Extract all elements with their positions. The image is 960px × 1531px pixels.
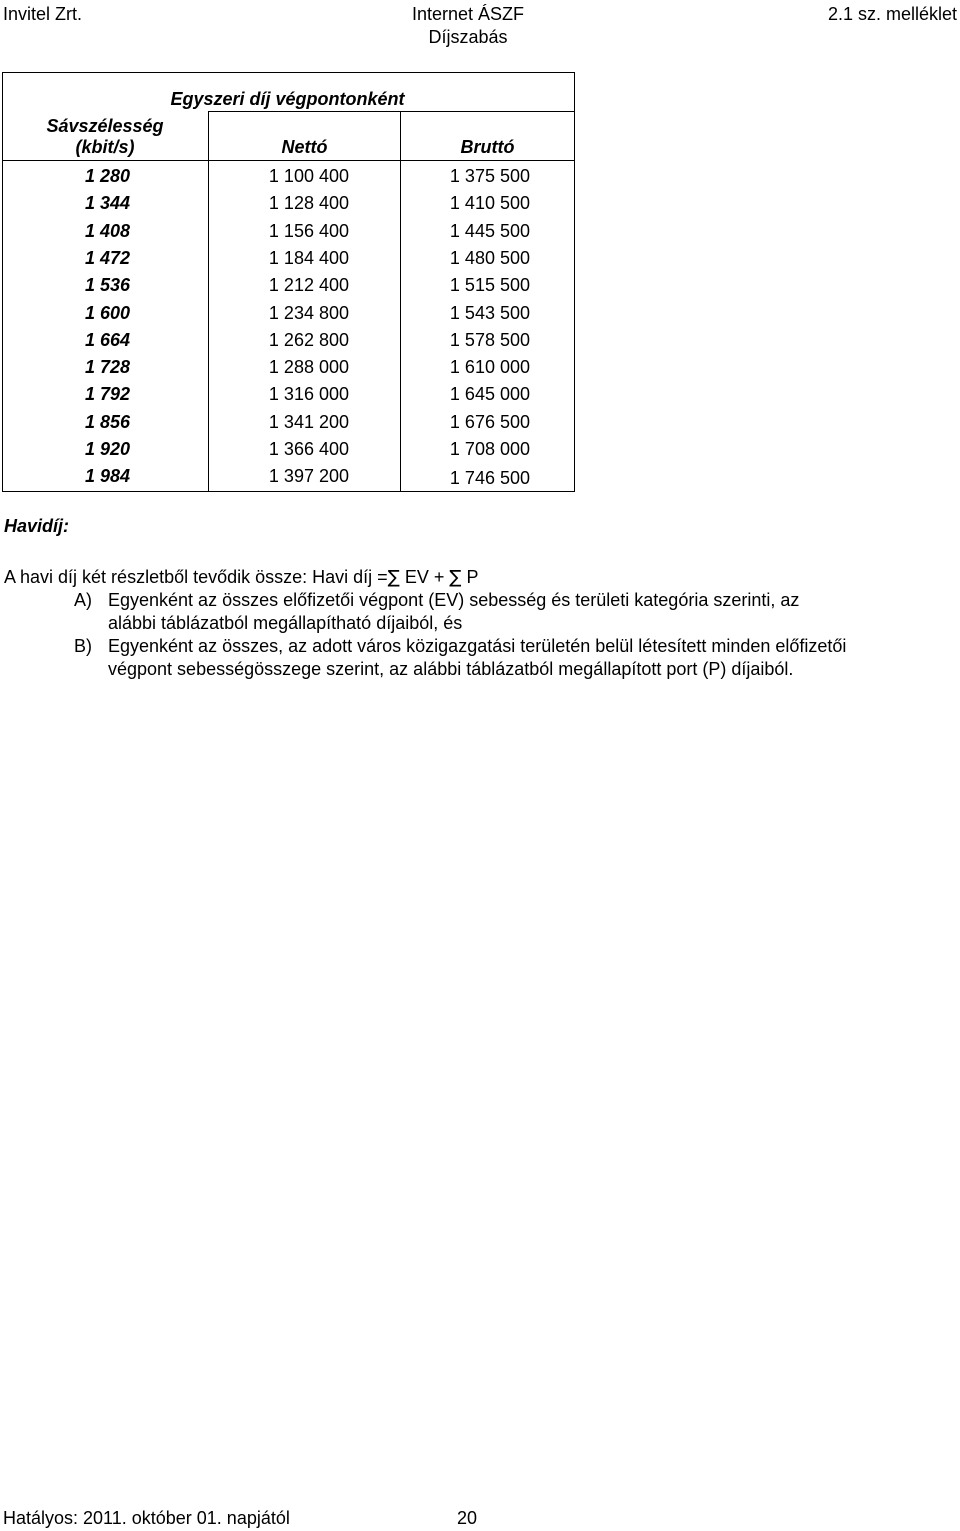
col-header-bandwidth: Sávszélesség [46, 116, 164, 136]
sum-symbol-p: ∑ [449, 567, 462, 588]
cell-netto: 1 262 800 [268, 330, 349, 350]
cell-brutto: 1 645 000 [449, 384, 530, 404]
cell-bandwidth: 1 728 [84, 357, 130, 377]
cell-netto: 1 212 400 [268, 275, 349, 295]
cell-bandwidth: 1 920 [84, 439, 130, 459]
cell-netto: 1 397 200 [268, 466, 349, 486]
table-border-top [2, 72, 575, 73]
header-subtitle: Díjszabás [428, 27, 508, 47]
cell-brutto: 1 515 500 [449, 275, 530, 295]
item-b-line2: végpont sebességösszege szerint, az alábbi táblázatból megállapított port (P) díjaiból. [108, 659, 794, 679]
cell-bandwidth: 1 984 [84, 466, 130, 486]
col-header-brutto: Bruttó [460, 137, 515, 157]
cell-bandwidth: 1 856 [84, 412, 130, 432]
cell-brutto: 1 480 500 [449, 248, 530, 268]
col-header-bandwidth-unit: (kbit/s) [75, 137, 135, 157]
cell-brutto: 1 746 500 [449, 468, 530, 488]
havidij-formula [4, 566, 479, 589]
cell-bandwidth: 1 472 [84, 248, 130, 268]
cell-bandwidth: 1 408 [84, 221, 130, 241]
item-b-line1: Egyenként az összes, az adott város közigazgatási területén belül létesített minden előfizetői [108, 636, 847, 656]
formula-intro: A havi díj két részletből tevődik össze: Havi díj = [4, 567, 388, 587]
cell-bandwidth: 1 344 [84, 193, 130, 213]
table-rule-header [2, 160, 575, 161]
cell-brutto: 1 708 000 [449, 439, 530, 459]
cell-brutto: 1 676 500 [449, 412, 530, 432]
cell-netto: 1 234 800 [268, 303, 349, 323]
item-a-line1: Egyenként az összes előfizetői végpont (EV) sebesség és területi kategória szerinti, az [108, 590, 800, 610]
cell-bandwidth: 1 792 [84, 384, 130, 404]
item-a-line2: alábbi táblázatból megállapítható díjaiból, és [108, 613, 463, 633]
header-company: Invitel Zrt. [3, 4, 83, 24]
cell-netto: 1 100 400 [268, 166, 349, 186]
header-document-title: Internet ÁSZF [411, 4, 525, 24]
footer-page-number: 20 [457, 1508, 478, 1528]
cell-netto: 1 288 000 [268, 357, 349, 377]
cell-brutto: 1 445 500 [449, 221, 530, 241]
cell-netto: 1 184 400 [268, 248, 349, 268]
formula-ev: EV + [399, 567, 450, 587]
cell-netto: 1 128 400 [268, 193, 349, 213]
footer-effective-date: Hatályos: 2011. október 01. napjától [3, 1508, 290, 1528]
table-border-right [574, 72, 575, 492]
cell-netto: 1 316 000 [268, 384, 349, 404]
sum-symbol-ev: ∑ [387, 567, 400, 588]
cell-bandwidth: 1 280 [84, 166, 130, 186]
cell-bandwidth: 1 600 [84, 303, 130, 323]
section-heading-havidij: Havidíj: [4, 516, 70, 536]
col-header-netto: Nettó [281, 137, 328, 157]
cell-brutto: 1 410 500 [449, 193, 530, 213]
cell-brutto: 1 610 000 [449, 357, 530, 377]
header-annex-label: 2.1 sz. melléklet [827, 4, 957, 24]
cell-bandwidth: 1 664 [84, 330, 130, 350]
table-rule-group [208, 111, 575, 112]
table-border-bottom [2, 491, 575, 492]
cell-netto: 1 341 200 [268, 412, 349, 432]
item-b-letter: B) [74, 636, 92, 656]
table-group-header: Egyszeri díj végpontonként [170, 89, 405, 109]
formula-p: P [461, 567, 479, 587]
cell-netto: 1 156 400 [268, 221, 349, 241]
cell-bandwidth: 1 536 [84, 275, 130, 295]
item-a-letter: A) [74, 590, 92, 610]
cell-brutto: 1 578 500 [449, 330, 530, 350]
cell-brutto: 1 375 500 [449, 166, 530, 186]
cell-brutto: 1 543 500 [449, 303, 530, 323]
cell-netto: 1 366 400 [268, 439, 349, 459]
